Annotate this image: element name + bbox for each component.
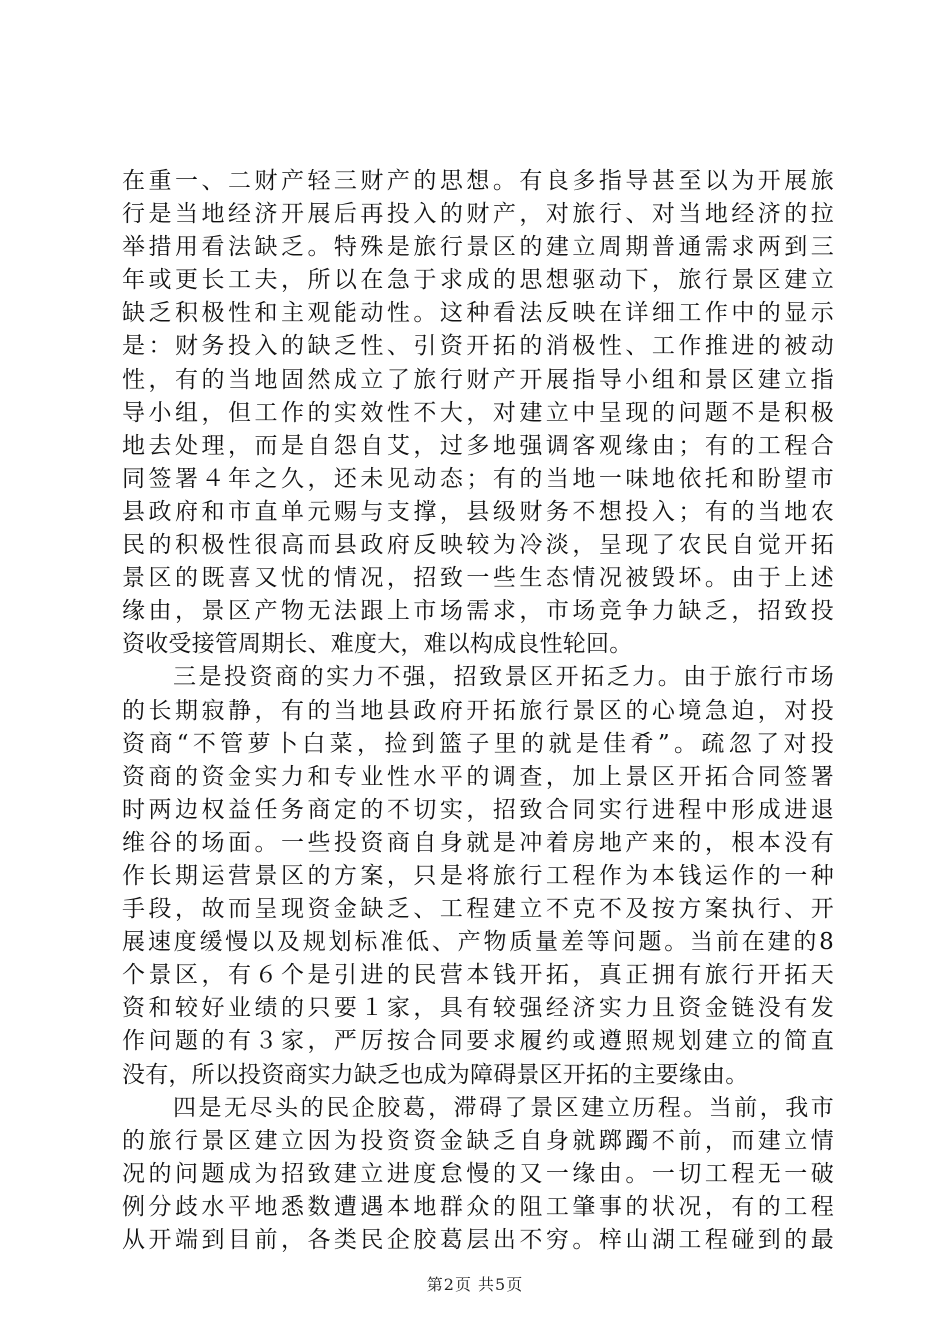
- text-line: 的旅行景区建立因为投资资金缺乏自身就踯躅不前，而建立情: [122, 1127, 834, 1154]
- text-line: 从开端到目前，各类民企胶葛层出不穷。梓山湖工程碰到的最: [122, 1227, 834, 1253]
- text-line: 民的积极性很高而县政府反映较为冷淡，呈现了农民自觉开拓: [122, 532, 834, 559]
- text-line: 的长期寂静，有的当地县政府开拓旅行景区的心境急迫，对投: [122, 697, 834, 724]
- text-line: 时两边权益任务商定的不切实，招致合同实行进程中形成进退: [122, 796, 834, 823]
- text-line: 没有，所以投资商实力缺乏也成为障碍景区开拓的主要缘由。: [122, 1061, 749, 1088]
- text-line: 作问题的有３家，严厉按合同要求履约或遵照规划建立的简直: [122, 1028, 834, 1055]
- text-line: 手段，故而呈现资金缺乏、工程建立不克不及按方案执行、开: [122, 896, 834, 923]
- text-line: 缺乏积极性和主观能动性。这种看法反映在详细工作中的显示: [122, 300, 834, 327]
- text-line: 行是当地经济开展后再投入的财产，对旅行、对当地经济的拉: [122, 201, 834, 228]
- text-line: 资商的资金实力和专业性水平的调查，加上景区开拓合同签署: [122, 763, 834, 790]
- text-line: 作长期运营景区的方案，只是将旅行工程作为本钱运作的一种: [122, 862, 834, 889]
- text-line: 个景区，有６个是引进的民营本钱开拓，真正拥有旅行开拓天: [122, 962, 834, 989]
- text-line: 展速度缓慢以及规划标准低、产物质量差等问题。当前在建的8: [122, 929, 834, 956]
- text-line: 例分歧水平地悉数遭遇本地群众的阻工肇事的状况，有的工程: [122, 1193, 834, 1220]
- text-line: 导小组，但工作的实效性不大，对建立中呈现的问题不是积极: [122, 399, 834, 426]
- text-line: 缘由，景区产物无法跟上市场需求，市场竞争力缺乏，招致投: [122, 598, 834, 625]
- text-line: 资商“不管萝卜白菜，捡到篮子里的就是佳肴”。疏忽了对投: [122, 730, 834, 757]
- text-line: 举措用看法缺乏。特殊是旅行景区的建立周期普通需求两到三: [122, 234, 834, 261]
- text-line: 资和较好业绩的只要１家，具有较强经济实力且资金链没有发: [122, 995, 834, 1022]
- text-line: 是：财务投入的缺乏性、引资开拓的消极性、工作推进的被动: [122, 333, 834, 360]
- text-line: 地去处理，而是自怨自艾，过多地强调客观缘由；有的工程合: [122, 432, 834, 459]
- text-line: 三是投资商的实力不强，招致景区开拓乏力。由于旅行市场: [122, 664, 834, 691]
- text-line: 县政府和市直单元赐与支撑，县级财务不想投入；有的当地农: [122, 498, 834, 525]
- page-footer: 第2页 共5页: [426, 1275, 524, 1294]
- text-line: 在重一、二财产轻三财产的思想。有良多指导甚至以为开展旅: [122, 168, 834, 194]
- text-line: 况的问题成为招致建立进度怠慢的又一缘由。一切工程无一破: [122, 1160, 834, 1187]
- text-line: 年或更长工夫，所以在急于求成的思想驱动下，旅行景区建立: [122, 267, 834, 294]
- text-line: 资收受接管周期长、难度大，难以构成良性轮回。: [122, 631, 633, 658]
- text-line: 性，有的当地固然成立了旅行财产开展指导小组和景区建立指: [122, 366, 834, 393]
- text-line: 四是无尽头的民企胶葛，滞碍了景区建立历程。当前，我市: [122, 1094, 834, 1121]
- text-line: 同签署４年之久，还未见动态；有的当地一味地依托和盼望市: [122, 465, 834, 492]
- text-line: 维谷的场面。一些投资商自身就是冲着房地产来的，根本没有: [122, 829, 834, 856]
- text-line: 景区的既喜又忧的情况，招致一些生态情况被毁坏。由于上述: [122, 565, 834, 592]
- body-text: [122, 165, 834, 1257]
